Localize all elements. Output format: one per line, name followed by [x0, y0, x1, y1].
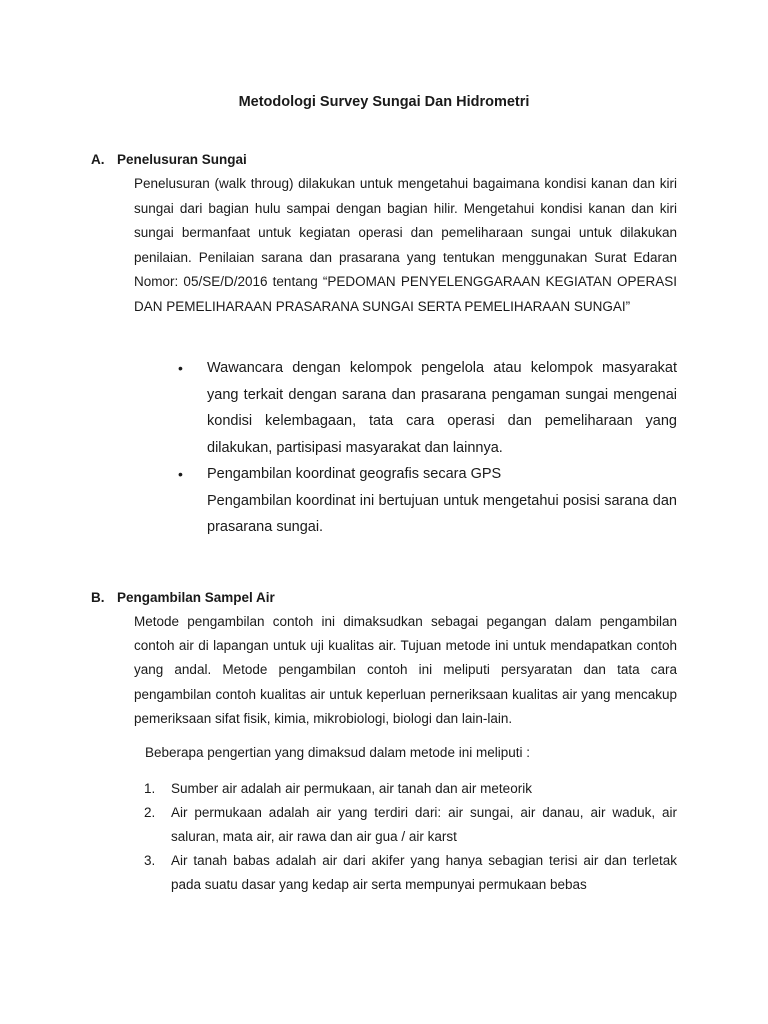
item-text: Air permukaan adalah air yang terdiri dari: air sungai, air danau, air waduk, air saluran, mata air, air rawa dan air gua / air karst: [171, 805, 677, 844]
bullet-icon: •: [178, 466, 183, 482]
document-title: Metodologi Survey Sungai Dan Hidrometri: [238, 94, 530, 110]
bullet-icon: •: [178, 360, 183, 376]
section-a-heading: [91, 151, 247, 169]
section-b-intro: Beberapa pengertian yang dimaksud dalam metode ini meliputi :: [145, 745, 530, 760]
section-a-paragraph: Penelusuran (walk throug) dilakukan untuk mengetahui bagaimana kondisi kanan dan kiri sungai dari bagian hulu sampai dengan bagian hilir. Mengetahui kondisi kanan dan kiri sungai bermanfaat untuk kegiatan operasi dan pemeliharaan sungai untuk dilakukan penilaian. Penilaian sarana dan prasarana yang tentukan menggunakan Surat Edaran Nomor: 05/SE/D/2016 tentang “PEDOMAN PENYELENGGARAAN KEGIATAN OPERASI DAN PEMELIHARAAN PRASARANA SUNGAI SERTA PEMELIHARAAN SUNGAI”: [134, 176, 677, 314]
bullet-item: [178, 461, 677, 541]
numbered-item: [144, 777, 677, 801]
item-number: 3.: [144, 853, 156, 868]
section-a-title: Penelusuran Sungai: [117, 152, 247, 167]
numbered-item: [144, 849, 677, 897]
bullet-subtext: Pengambilan koordinat ini bertujuan untuk mengetahui posisi sarana dan prasarana sungai.: [207, 492, 677, 535]
numbered-item: [144, 801, 677, 849]
item-number: 1.: [144, 781, 156, 796]
section-b-title: Pengambilan Sampel Air: [117, 590, 275, 605]
section-a-letter: A.: [91, 152, 105, 167]
section-b-numbered-list: [144, 777, 677, 897]
bullet-text: Wawancara dengan kelompok pengelola atau kelompok masyarakat yang terkait dengan sarana dan prasarana pengaman sungai mengenai kondisi kelembagaan, tata cara operasi dan pemeliharaan yang dilakukan, partisipasi masyarakat dan lainnya.: [207, 360, 677, 456]
bullet-item: [178, 355, 677, 461]
section-b-paragraph: Metode pengambilan contoh ini dimaksudkan sebagai pegangan dalam pengambilan contoh air di lapangan untuk uji kualitas air. Tujuan metode ini untuk mendapatkan contoh yang andal. Metode pengambilan contoh ini meliputi persyaratan dan tata cara pengambilan contoh kualitas air untuk keperluan perneriksaan kualitas air yang mencakup pemeriksaan sifat fisik, kimia, mikrobiologi, biologi dan lain-lain.: [134, 614, 677, 726]
item-text: Sumber air adalah air permukaan, air tanah dan air meteorik: [171, 781, 532, 796]
item-number: 2.: [144, 805, 156, 820]
bullet-text: Pengambilan koordinat geografis secara GPS: [207, 466, 502, 482]
section-b-heading: [91, 589, 275, 607]
section-a-bullet-list: [178, 355, 677, 541]
item-text: Air tanah babas adalah air dari akifer yang hanya sebagian terisi air dan terletak pada suatu dasar yang kedap air serta mempunyai permukaan bebas: [171, 853, 677, 892]
section-b-letter: B.: [91, 590, 105, 605]
